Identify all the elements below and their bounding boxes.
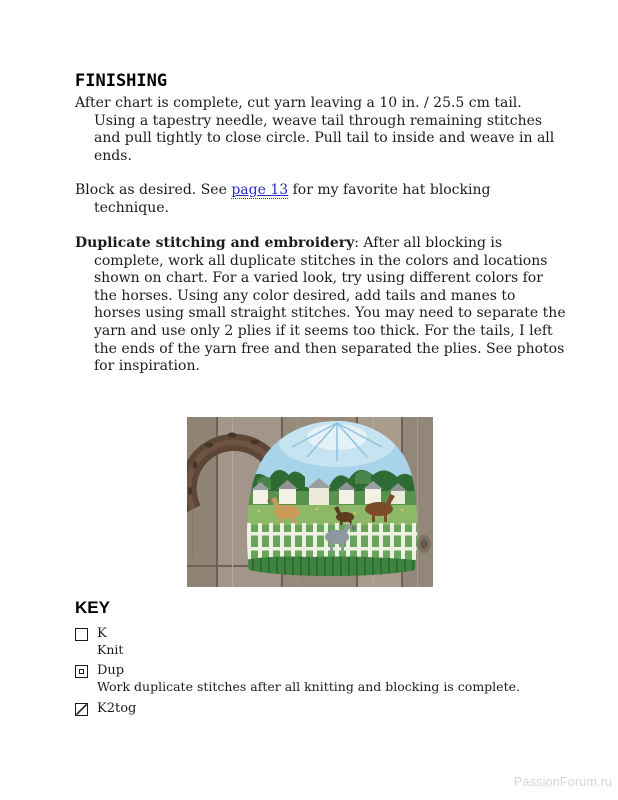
duplicate-stitching-lead-in: Duplicate stitching and embroidery (75, 235, 355, 251)
square-with-diagonal-icon (75, 703, 88, 716)
page-13-link[interactable]: page 13 (231, 182, 289, 198)
key-desc: Work duplicate stitches after all knitting and blocking is complete. (97, 679, 520, 694)
finishing-heading: FINISHING (75, 71, 168, 91)
paragraph-text: for my favorite hat blocking technique. (94, 182, 491, 216)
key-item-dup (75, 663, 520, 694)
paragraph-text: Block as desired. See (75, 182, 232, 198)
hat-photo-illustration (187, 417, 433, 587)
finishing-paragraph-3 (75, 235, 566, 376)
finishing-paragraph-1: After chart is complete, cut yarn leaving a 10 in. / 25.5 cm tail. Using a tapestry needle, weave tail through remaining stitches and pull tightly to close circle. Pull tail to inside and weave in all ends. (75, 95, 555, 164)
square-with-dot-icon (75, 665, 88, 678)
finishing-paragraph-2 (75, 182, 566, 217)
key-abbr: K2tog (97, 701, 137, 716)
watermark: PassionForum.ru (514, 775, 613, 789)
key-heading: KEY (75, 598, 110, 617)
paragraph-text: : After all blocking is complete, work all duplicate stitches in the colors and locations shown on chart. For a varied look, try using different colors for the horses. Using any color desired, add tails and manes to horses using small straight stitches. You may need to separate the yarn and use only 2 plies if it seems too thick. For the tails, I left the ends of the yarn free and then separated the plies. See photos for inspiration. (94, 235, 566, 375)
key-abbr: K (97, 626, 107, 641)
key-item-k2tog (75, 701, 136, 716)
empty-square-icon (75, 628, 88, 641)
hat-photo (187, 417, 433, 587)
key-desc: Knit (97, 642, 124, 657)
dot (79, 669, 84, 674)
key-item-knit (75, 626, 123, 657)
key-abbr: Dup (97, 663, 125, 678)
